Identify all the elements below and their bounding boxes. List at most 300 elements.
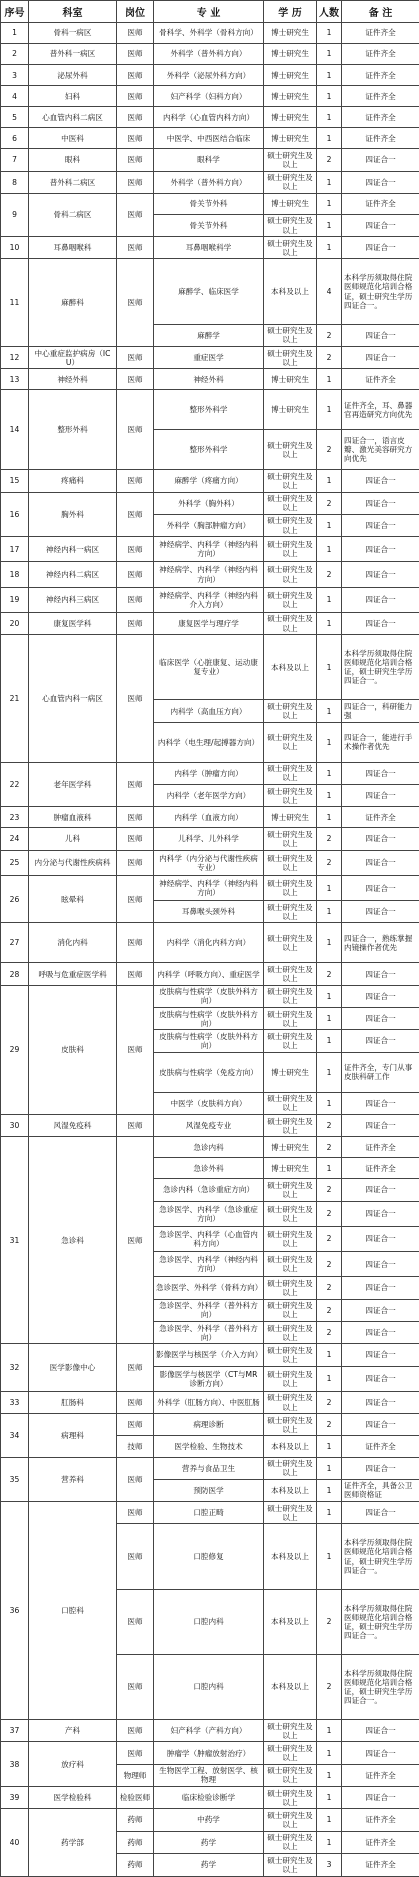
cell-post: 医师 xyxy=(117,1391,154,1413)
cell-education: 博士研究生 xyxy=(264,369,317,390)
cell-count: 1 xyxy=(317,1479,342,1501)
cell-major: 医学检验、生物技术 xyxy=(154,1436,264,1457)
cell-remarks: 四证合一 xyxy=(342,1391,419,1413)
cell-department: 妇科 xyxy=(29,86,117,107)
cell-number: 18 xyxy=(1,562,29,587)
cell-education: 博士研究生 xyxy=(264,86,317,107)
cell-major: 神经外科 xyxy=(154,369,264,390)
cell-number: 5 xyxy=(1,107,29,128)
cell-post: 医师 xyxy=(117,1589,154,1654)
cell-education: 硕士研究生及以上 xyxy=(264,1366,317,1391)
cell-education: 硕士研究生及以上 xyxy=(264,214,317,236)
cell-remarks: 四证合一 xyxy=(342,1252,419,1277)
cell-remarks: 四证合一 xyxy=(342,1114,419,1136)
cell-major: 麻醉学 xyxy=(154,324,264,346)
cell-remarks: 四证合一 xyxy=(342,514,419,536)
cell-department: 儿科 xyxy=(29,828,117,850)
cell-major: 骨科学、外科学（骨科方向） xyxy=(154,23,264,44)
cell-number: 14 xyxy=(1,390,29,470)
cell-remarks: 本科学历须取得住院医师规范化培训合格证，硕士研究生学历四证合一。 xyxy=(342,1589,419,1654)
cell-post: 医师 xyxy=(117,1457,154,1502)
cell-major: 神经病学、内科学（神经内科方向） xyxy=(154,875,264,900)
cell-education: 硕士研究生及以上 xyxy=(264,901,317,923)
cell-education: 硕士研究生及以上 xyxy=(264,1720,317,1742)
cell-department: 药学部 xyxy=(29,1809,117,1877)
cell-post: 药师 xyxy=(117,1853,154,1876)
cell-remarks: 本科学历须取得住院医师规范化培训合格证，硕士研究生学历四证合一。 xyxy=(342,635,419,700)
cell-post: 医师 xyxy=(117,369,154,390)
cell-department: 消化内科 xyxy=(29,923,117,963)
cell-education: 硕士研究生及以上 xyxy=(264,1277,317,1299)
cell-post: 医师 xyxy=(117,850,154,875)
cell-major: 内科学（血液方向） xyxy=(154,807,264,828)
cell-post: 医师 xyxy=(117,1654,154,1719)
cell-department: 病理科 xyxy=(29,1414,117,1457)
cell-count: 2 xyxy=(317,347,342,369)
cell-department: 神经外科 xyxy=(29,369,117,390)
table-row xyxy=(1,1391,419,1413)
table-row xyxy=(1,850,419,875)
cell-remarks: 本科学历须取得住院医师规范化培训合格证，硕士研究生学历四证合一。 xyxy=(342,259,419,324)
cell-post: 药师 xyxy=(117,1831,154,1853)
cell-education: 硕士研究生及以上 xyxy=(264,324,317,346)
cell-remarks: 证件齐全 xyxy=(342,128,419,149)
cell-major: 中药学 xyxy=(154,1809,264,1831)
table-row xyxy=(1,1344,419,1366)
cell-post: 医师 xyxy=(117,762,154,807)
cell-department: 耳鼻咽喉科 xyxy=(29,237,117,259)
cell-education: 硕士研究生及以上 xyxy=(264,1809,317,1831)
cell-education: 硕士研究生及以上 xyxy=(264,612,317,634)
cell-count: 1 xyxy=(317,537,342,562)
cell-department: 急诊科 xyxy=(29,1137,117,1344)
cell-education: 本科及以上 xyxy=(264,635,317,700)
cell-count: 1 xyxy=(317,1809,342,1831)
cell-remarks: 四证合一 xyxy=(342,762,419,784)
cell-count: 1 xyxy=(317,1158,342,1179)
cell-post: 医师 xyxy=(117,1720,154,1742)
cell-department: 眼科 xyxy=(29,149,117,171)
cell-major: 皮肤病与性病学（免疫方向） xyxy=(154,1052,264,1092)
cell-remarks: 证件齐全 xyxy=(342,1436,419,1457)
cell-major: 口腔内科 xyxy=(154,1654,264,1719)
cell-count: 1 xyxy=(317,1502,342,1524)
cell-remarks: 四证合一 xyxy=(342,1092,419,1114)
cell-major: 中医学（皮肤科方向） xyxy=(154,1092,264,1114)
cell-remarks: 证件齐全，具备公卫医师资格证 xyxy=(342,1479,419,1501)
cell-major: 内科学（肿瘤方向） xyxy=(154,762,264,784)
cell-department: 普外科二病区 xyxy=(29,171,117,193)
cell-count: 1 xyxy=(317,1787,342,1809)
cell-count: 2 xyxy=(317,562,342,587)
cell-major: 整形外科学 xyxy=(154,430,264,470)
cell-department: 泌尿外科 xyxy=(29,65,117,86)
table-row xyxy=(1,65,419,86)
cell-post: 医师 xyxy=(117,237,154,259)
table-row xyxy=(1,492,419,514)
cell-remarks: 四证合一 xyxy=(342,1720,419,1742)
cell-education: 硕士研究生及以上 xyxy=(264,722,317,762)
table-row xyxy=(1,1502,419,1524)
table-row xyxy=(1,1114,419,1136)
cell-post: 医师 xyxy=(117,587,154,612)
cell-post: 医师 xyxy=(117,807,154,828)
cell-major: 临床医学（心脏康复、运动康复专业） xyxy=(154,635,264,700)
cell-number: 37 xyxy=(1,1720,29,1742)
cell-department: 肛肠科 xyxy=(29,1391,117,1413)
header-row xyxy=(1,1,419,23)
cell-major: 皮肤病与性病学（皮肤外科方向） xyxy=(154,985,264,1007)
cell-remarks: 四证合一 xyxy=(342,1502,419,1524)
cell-number: 1 xyxy=(1,23,29,44)
table-row xyxy=(1,587,419,612)
cell-count: 1 xyxy=(317,1344,342,1366)
cell-education: 博士研究生 xyxy=(264,44,317,65)
cell-count: 4 xyxy=(317,259,342,324)
cell-remarks: 四证合一，语言皮瓣、激光美容研究方向优先 xyxy=(342,430,419,470)
cell-major: 口腔修复 xyxy=(154,1524,264,1589)
cell-education: 硕士研究生及以上 xyxy=(264,1831,317,1853)
cell-remarks: 四证合一 xyxy=(342,1277,419,1299)
cell-education: 硕士研究生及以上 xyxy=(264,149,317,171)
cell-education: 硕士研究生及以上 xyxy=(264,171,317,193)
table-row xyxy=(1,86,419,107)
cell-count: 1 xyxy=(317,237,342,259)
cell-department: 眩晕科 xyxy=(29,875,117,923)
cell-count: 1 xyxy=(317,214,342,236)
cell-education: 硕士研究生及以上 xyxy=(264,875,317,900)
cell-number: 21 xyxy=(1,635,29,763)
cell-department: 中医科 xyxy=(29,128,117,149)
cell-count: 1 xyxy=(317,193,342,214)
cell-major: 外科学（胸部肿瘤方向） xyxy=(154,514,264,536)
cell-education: 硕士研究生及以上 xyxy=(264,470,317,492)
header-major: 专 业 xyxy=(154,1,264,23)
cell-education: 博士研究生 xyxy=(264,1137,317,1158)
cell-count: 1 xyxy=(317,107,342,128)
cell-education: 硕士研究生及以上 xyxy=(264,1114,317,1136)
cell-count: 2 xyxy=(317,1391,342,1413)
cell-count: 1 xyxy=(317,700,342,722)
cell-count: 1 xyxy=(317,875,342,900)
cell-count: 1 xyxy=(317,901,342,923)
table-row xyxy=(1,347,419,369)
cell-education: 硕士研究生及以上 xyxy=(264,537,317,562)
cell-education: 硕士研究生及以上 xyxy=(264,850,317,875)
cell-major: 耳鼻咽喉科学 xyxy=(154,237,264,259)
header-number: 序号 xyxy=(1,1,29,23)
cell-department: 神经内科二病区 xyxy=(29,562,117,587)
cell-count: 1 xyxy=(317,514,342,536)
cell-education: 硕士研究生及以上 xyxy=(264,1391,317,1413)
cell-number: 40 xyxy=(1,1809,29,1877)
cell-education: 博士研究生 xyxy=(264,128,317,149)
cell-remarks: 四证合一 xyxy=(342,1201,419,1226)
cell-remarks: 四证合一 xyxy=(342,1414,419,1436)
cell-education: 硕士研究生及以上 xyxy=(264,1764,317,1786)
cell-count: 1 xyxy=(317,1457,342,1479)
cell-department: 皮肤科 xyxy=(29,985,117,1114)
table-row xyxy=(1,562,419,587)
cell-count: 1 xyxy=(317,1030,342,1052)
table-row xyxy=(1,193,419,214)
cell-count: 2 xyxy=(317,1654,342,1719)
cell-number: 24 xyxy=(1,828,29,850)
cell-department: 麻醉科 xyxy=(29,259,117,347)
cell-post: 医师 xyxy=(117,347,154,369)
cell-major: 营养与食品卫生 xyxy=(154,1457,264,1479)
cell-education: 硕士研究生及以上 xyxy=(264,1299,317,1321)
cell-post: 检验医师 xyxy=(117,1787,154,1809)
cell-count: 1 xyxy=(317,612,342,634)
table-row xyxy=(1,1787,419,1809)
cell-count: 1 xyxy=(317,923,342,963)
cell-count: 1 xyxy=(317,1720,342,1742)
cell-count: 1 xyxy=(317,1366,342,1391)
cell-count: 1 xyxy=(317,65,342,86)
cell-count: 1 xyxy=(317,171,342,193)
cell-major: 骨关节外科 xyxy=(154,193,264,214)
table-row xyxy=(1,807,419,828)
table-row xyxy=(1,762,419,784)
cell-major: 皮肤病与性病学（皮肤外科方向） xyxy=(154,1030,264,1052)
cell-major: 神经病学、内科学（神经内科介入方向） xyxy=(154,587,264,612)
cell-department: 心血管内科一病区 xyxy=(29,635,117,763)
cell-education: 博士研究生 xyxy=(264,807,317,828)
cell-major: 口腔内科 xyxy=(154,1589,264,1654)
cell-education: 硕士研究生及以上 xyxy=(264,1030,317,1052)
cell-department: 疼痛科 xyxy=(29,470,117,492)
cell-number: 2 xyxy=(1,44,29,65)
cell-remarks: 四证合一 xyxy=(342,470,419,492)
cell-major: 眼科学 xyxy=(154,149,264,171)
cell-major: 皮肤病与性病学（皮肤外科方向） xyxy=(154,1008,264,1030)
cell-count: 2 xyxy=(317,1322,342,1344)
cell-remarks: 四证合一 xyxy=(342,901,419,923)
cell-education: 博士研究生 xyxy=(264,1158,317,1179)
cell-remarks: 证件齐全 xyxy=(342,1831,419,1853)
cell-remarks: 四证合一 xyxy=(342,537,419,562)
cell-major: 神经病学、内科学（神经内科方向） xyxy=(154,537,264,562)
cell-count: 1 xyxy=(317,1008,342,1030)
cell-post: 医师 xyxy=(117,107,154,128)
cell-count: 1 xyxy=(317,1524,342,1589)
cell-post: 物理师 xyxy=(117,1764,154,1786)
cell-count: 1 xyxy=(317,1764,342,1786)
cell-remarks: 四证合一 xyxy=(342,875,419,900)
cell-education: 本科及以上 xyxy=(264,1654,317,1719)
table-row xyxy=(1,1457,419,1479)
cell-number: 26 xyxy=(1,875,29,923)
cell-major: 急诊医学、外科学（普外科方向） xyxy=(154,1299,264,1321)
cell-education: 硕士研究生及以上 xyxy=(264,1742,317,1764)
cell-remarks: 证件齐全 xyxy=(342,1809,419,1831)
cell-post: 医师 xyxy=(117,1414,154,1436)
header-count: 人数 xyxy=(317,1,342,23)
cell-post: 医师 xyxy=(117,470,154,492)
cell-education: 硕士研究生及以上 xyxy=(264,430,317,470)
cell-count: 1 xyxy=(317,1742,342,1764)
cell-major: 临床检验诊断学 xyxy=(154,1787,264,1809)
cell-major: 急诊医学、内科学（神经内科方向） xyxy=(154,1252,264,1277)
cell-department: 骨科一病区 xyxy=(29,23,117,44)
cell-number: 6 xyxy=(1,128,29,149)
cell-count: 2 xyxy=(317,1252,342,1277)
cell-post: 医师 xyxy=(117,1344,154,1392)
cell-post: 医师 xyxy=(117,44,154,65)
cell-number: 23 xyxy=(1,807,29,828)
cell-post: 医师 xyxy=(117,537,154,562)
cell-major: 药学 xyxy=(154,1831,264,1853)
cell-education: 博士研究生 xyxy=(264,65,317,86)
cell-count: 1 xyxy=(317,985,342,1007)
table-row xyxy=(1,923,419,963)
cell-count: 2 xyxy=(317,492,342,514)
cell-post: 医师 xyxy=(117,259,154,347)
cell-count: 1 xyxy=(317,23,342,44)
cell-major: 影像医学与核医学（CT与MR诊断方向） xyxy=(154,1366,264,1391)
cell-major: 影像医学与核医学（介入方向） xyxy=(154,1344,264,1366)
cell-remarks: 四证合一 xyxy=(342,171,419,193)
table-row xyxy=(1,149,419,171)
cell-major: 重症医学 xyxy=(154,347,264,369)
cell-count: 1 xyxy=(317,390,342,430)
cell-education: 硕士研究生及以上 xyxy=(264,1092,317,1114)
cell-education: 硕士研究生及以上 xyxy=(264,828,317,850)
cell-education: 硕士研究生及以上 xyxy=(264,1502,317,1524)
cell-remarks: 证件齐全 xyxy=(342,1764,419,1786)
cell-remarks: 证件齐全，专门从事皮肤科研工作 xyxy=(342,1052,419,1092)
cell-department: 内分泌与代谢性疾病科 xyxy=(29,850,117,875)
cell-major: 内科学（内分泌与代谢性疾病专业） xyxy=(154,850,264,875)
cell-remarks: 四证合一 xyxy=(342,1179,419,1201)
table-row xyxy=(1,128,419,149)
cell-post: 医师 xyxy=(117,985,154,1114)
cell-remarks: 四证合一，科研能力强 xyxy=(342,700,419,722)
cell-major: 外科学（普外科方向） xyxy=(154,44,264,65)
cell-major: 康复医学与理疗学 xyxy=(154,612,264,634)
cell-count: 2 xyxy=(317,430,342,470)
cell-education: 硕士研究生及以上 xyxy=(264,1226,317,1251)
cell-education: 硕士研究生及以上 xyxy=(264,347,317,369)
cell-post: 医师 xyxy=(117,562,154,587)
cell-major: 急诊内科 xyxy=(154,1137,264,1158)
cell-department: 心血管内科二病区 xyxy=(29,107,117,128)
table-row xyxy=(1,1720,419,1742)
cell-education: 硕士研究生及以上 xyxy=(264,1853,317,1876)
cell-department: 中心重症监护病房（ICU） xyxy=(29,347,117,369)
table-row xyxy=(1,390,419,430)
cell-major: 内科学（老年医学方向） xyxy=(154,785,264,807)
cell-remarks: 四证合一 xyxy=(342,985,419,1007)
table-row xyxy=(1,259,419,324)
cell-remarks: 证件齐全 xyxy=(342,807,419,828)
table-row xyxy=(1,985,419,1007)
cell-post: 医师 xyxy=(117,635,154,763)
cell-major: 儿科学、儿外科学 xyxy=(154,828,264,850)
cell-post: 医师 xyxy=(117,171,154,193)
cell-number: 38 xyxy=(1,1742,29,1787)
cell-major: 麻醉学、临床医学 xyxy=(154,259,264,324)
cell-count: 2 xyxy=(317,1299,342,1321)
cell-count: 2 xyxy=(317,1277,342,1299)
cell-remarks: 证件齐全 xyxy=(342,65,419,86)
table-row xyxy=(1,537,419,562)
cell-education: 硕士研究生及以上 xyxy=(264,1008,317,1030)
cell-count: 2 xyxy=(317,1114,342,1136)
cell-major: 急诊医学、内科学（急诊重症方向） xyxy=(154,1201,264,1226)
cell-remarks: 证件齐全 xyxy=(342,107,419,128)
cell-education: 硕士研究生及以上 xyxy=(264,1457,317,1479)
cell-remarks: 四证合一 xyxy=(342,214,419,236)
cell-education: 博士研究生 xyxy=(264,193,317,214)
cell-education: 硕士研究生及以上 xyxy=(264,1322,317,1344)
header-post: 岗位 xyxy=(117,1,154,23)
cell-department: 骨科二病区 xyxy=(29,193,117,236)
header-education: 学 历 xyxy=(264,1,317,23)
cell-count: 2 xyxy=(317,149,342,171)
cell-remarks: 证件齐全 xyxy=(342,369,419,390)
cell-department: 康复医学科 xyxy=(29,612,117,634)
cell-major: 麻醉学（疼痛方向） xyxy=(154,470,264,492)
cell-count: 2 xyxy=(317,1589,342,1654)
cell-major: 骨关节外科 xyxy=(154,214,264,236)
cell-count: 1 xyxy=(317,587,342,612)
cell-major: 内科学（电生理/起搏器方向） xyxy=(154,722,264,762)
cell-major: 肿瘤学（肿瘤放射治疗） xyxy=(154,1742,264,1764)
cell-major: 病理诊断 xyxy=(154,1414,264,1436)
cell-count: 1 xyxy=(317,128,342,149)
cell-post: 技师 xyxy=(117,1436,154,1457)
cell-major: 口腔正畸 xyxy=(154,1502,264,1524)
cell-number: 32 xyxy=(1,1344,29,1392)
cell-post: 医师 xyxy=(117,149,154,171)
cell-education: 本科及以上 xyxy=(264,1479,317,1501)
cell-count: 3 xyxy=(317,1853,342,1876)
cell-number: 36 xyxy=(1,1502,29,1720)
cell-major: 药学 xyxy=(154,1853,264,1876)
cell-post: 医师 xyxy=(117,65,154,86)
cell-post: 医师 xyxy=(117,193,154,236)
header-remarks: 备 注 xyxy=(342,1,419,23)
cell-post: 医师 xyxy=(117,1742,154,1764)
cell-count: 2 xyxy=(317,1201,342,1226)
cell-department: 医学影像中心 xyxy=(29,1344,117,1392)
cell-post: 医师 xyxy=(117,390,154,470)
cell-education: 硕士研究生及以上 xyxy=(264,923,317,963)
cell-count: 2 xyxy=(317,1226,342,1251)
table-body xyxy=(1,23,419,1877)
cell-post: 医师 xyxy=(117,492,154,537)
table-row xyxy=(1,612,419,634)
cell-remarks: 证件齐全 xyxy=(342,86,419,107)
cell-count: 1 xyxy=(317,44,342,65)
cell-count: 2 xyxy=(317,1414,342,1436)
cell-number: 20 xyxy=(1,612,29,634)
cell-major: 急诊医学、内科学（心血管内科方向） xyxy=(154,1226,264,1251)
table-row xyxy=(1,1809,419,1831)
cell-count: 1 xyxy=(317,785,342,807)
cell-education: 硕士研究生及以上 xyxy=(264,237,317,259)
cell-number: 39 xyxy=(1,1787,29,1809)
cell-post: 医师 xyxy=(117,23,154,44)
cell-post: 医师 xyxy=(117,963,154,985)
table-row xyxy=(1,237,419,259)
cell-count: 2 xyxy=(317,1179,342,1201)
cell-post: 医师 xyxy=(117,1524,154,1589)
cell-remarks: 四证合一 xyxy=(342,1030,419,1052)
cell-education: 硕士研究生及以上 xyxy=(264,700,317,722)
